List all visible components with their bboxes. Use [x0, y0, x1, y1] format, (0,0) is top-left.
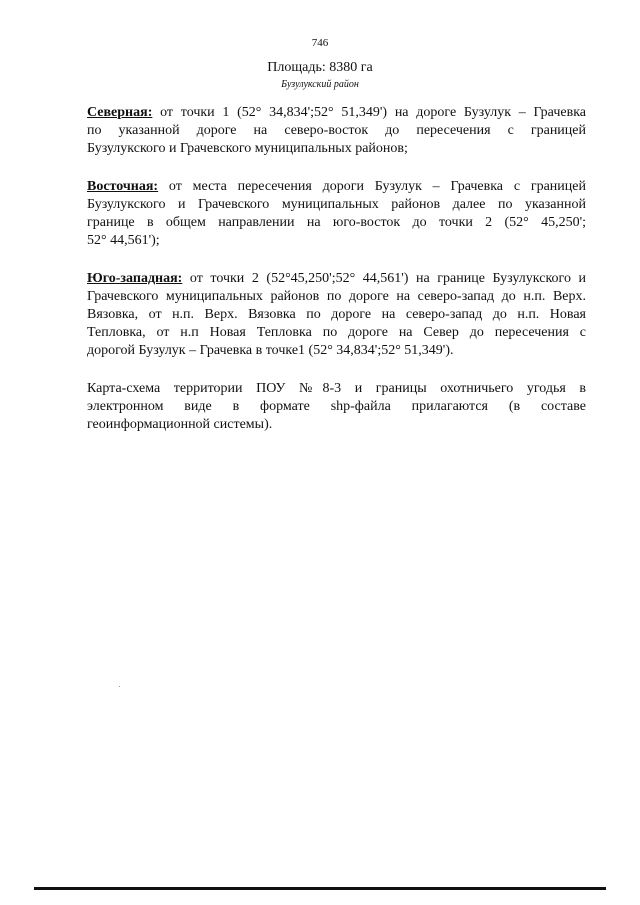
border-southwest-line-1: от точки 2 (52°45,250';52° 44,561') на границе Бузулукского и [182, 271, 586, 286]
scan-speck [119, 686, 120, 687]
text-line [87, 178, 586, 196]
text-line [87, 270, 586, 288]
page-number: 746 [311, 37, 329, 49]
border-southwest-heading: Юго-западная: [87, 271, 183, 286]
area-subtitle: Бузулукский район [281, 79, 359, 90]
border-north-line-2: по указанной дороге на северо-восток до пересечения с границей [87, 123, 586, 138]
area-title: Площадь: 8380 га [267, 60, 373, 75]
border-east-line-3: границе в общем направлении на юго-восток до точки 2 (52° 45,250'; [87, 215, 586, 230]
border-north-paragraph [87, 104, 586, 158]
border-north-line-1: от точки 1 (52° 34,834';52° 51,349') на дороге Бузулук – Грачевка [152, 105, 586, 120]
border-east-heading: Восточная: [87, 179, 159, 194]
border-southwest-line-2: Грачевского муниципальных районов по дороге на северо-запад до н.п. Верх. [87, 289, 586, 304]
border-southwest-paragraph [87, 270, 586, 360]
closing-line-1: Карта-схема территории ПОУ №8-3 и границы охотничьего угодья в [87, 381, 586, 396]
bottom-rule [34, 887, 606, 890]
text-line [87, 104, 586, 122]
border-east-line-1: от места пересечения дороги Бузулук – Грачевка с границей [158, 179, 586, 194]
border-north-heading: Северная: [87, 105, 153, 120]
border-east-paragraph [87, 178, 586, 250]
closing-line-3: геоинформационной системы). [87, 417, 273, 432]
document-body [87, 104, 586, 454]
border-north-line-3: Бузулукского и Грачевского муниципальных районов; [87, 141, 408, 156]
border-southwest-line-3: Вязовка, от н.п. Верх. Вязовка по дороге на северо-запад до н.п. Новая [87, 307, 586, 322]
closing-line-2: электронном виде в формате shp-файла прилагаются (в составе [87, 399, 586, 414]
closing-paragraph [87, 380, 586, 434]
border-east-line-2: Бузулукского и Грачевского муниципальных районов далее по указанной [87, 197, 586, 212]
border-east-line-4: 52° 44,561'); [87, 233, 160, 248]
border-southwest-line-4: Тепловка, от н.п Новая Тепловка по дороге на Север до пересечения с [87, 325, 586, 340]
border-southwest-line-5: дорогой Бузулук – Грачевка в точке1 (52° 34,834';52° 51,349'). [87, 343, 454, 358]
